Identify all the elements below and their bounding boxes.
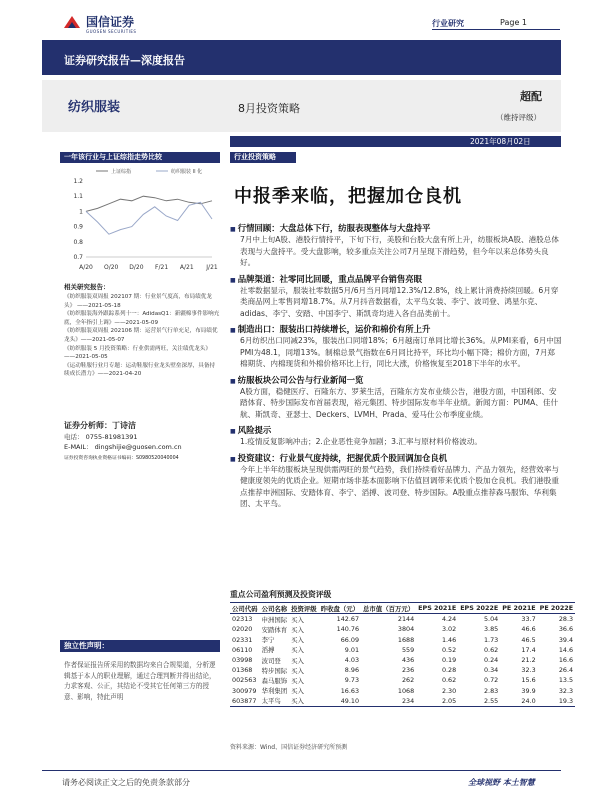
table-cell: 2.55: [483, 696, 499, 705]
table-cell: 17.4: [521, 645, 536, 654]
series-line: [86, 202, 212, 234]
table-cell: 2.30: [441, 686, 457, 695]
table-cell: 39.4: [558, 635, 574, 644]
related-report-item[interactable]: 《纺织服装海外跟踪系列十一：AdidasQ1：新疆棉事件影响充底，全年指引上调》——2021-05-09: [64, 311, 220, 326]
table-cell: 32.3: [558, 686, 574, 695]
table-cell: 0.19: [441, 656, 457, 665]
x-tick-label: F/21: [155, 264, 169, 271]
table-cell: 2.05: [441, 696, 457, 705]
related-report-item[interactable]: 《运动鞋服行业月专题：运动鞋服行业龙头壁垒深厚，具备持续成长潜力》——2021-04-20: [64, 362, 216, 378]
section-heading-text: 品牌渠道：社零同比回暖，重点品牌平台销售亮眼: [237, 273, 423, 284]
table-cell: 5.04: [483, 615, 499, 624]
x-tick-label: J/21: [206, 264, 218, 271]
banner-title: 证券研究报告—深度报告: [64, 54, 185, 67]
table-header-pe21: PE 2021E: [502, 604, 536, 613]
main-sections: [230, 222, 562, 514]
section-block: [230, 323, 562, 370]
table-cell: 安踏体育: [261, 625, 288, 634]
rating: 超配: [520, 90, 542, 103]
table-row: [230, 686, 575, 696]
footer-divider: [42, 770, 561, 771]
x-tick-label: D/20: [129, 264, 144, 271]
table-cell: 0.72: [483, 676, 499, 685]
y-tick-label: 0.8: [73, 238, 83, 246]
section-heading-text: 行情回顾：大盘总体下行，纺服表现整体与大盘持平: [237, 223, 431, 233]
rating-note: （维持评级）: [496, 113, 541, 122]
table-cell: 02313: [232, 615, 253, 624]
y-tick-label: 1.1: [73, 193, 83, 201]
table-cell: 142.67: [336, 615, 360, 624]
report-date: 2021年08月02日: [470, 137, 531, 146]
table-cell: 买入: [291, 615, 304, 624]
section-heading: [230, 222, 562, 234]
x-tick-label: O/20: [104, 264, 119, 271]
table-cell: 8.96: [344, 666, 360, 675]
table-cell: 9.01: [344, 645, 360, 654]
table-cell: 14.6: [558, 645, 574, 654]
analyst-email[interactable]: E-MAIL： dingshijie@guosen.com.cn: [64, 443, 182, 451]
table-header-row: [230, 603, 575, 614]
table-cell: 46.6: [521, 625, 536, 634]
table-cell: 1688: [397, 635, 415, 644]
table-cell: 0.28: [441, 666, 457, 675]
table-cell: 买入: [291, 697, 304, 706]
company-name: 国信证券: [86, 15, 135, 29]
table-cell: 买入: [291, 676, 304, 685]
table-cell: 申洲国际: [261, 615, 288, 624]
table-cell: 买入: [291, 666, 304, 675]
section-heading-text: 投资建议：行业景气度持续，把握优质个股回调加仓良机: [237, 452, 448, 463]
section-block: [230, 222, 562, 269]
table-row: [230, 696, 575, 707]
section-heading: [230, 323, 562, 335]
table-header-pe22: PE 2022E: [539, 604, 574, 613]
legend-label: 上证综指: [111, 169, 132, 175]
section-body: 1.疫情反复影响冲击；2.企业恶性竞争加剧；3.汇率与原材料价格波动。: [240, 437, 482, 446]
table-cell: 603877: [232, 696, 257, 705]
footer-slogan: 全球视野 本土智慧: [468, 778, 535, 787]
table-header-eps21: EPS 2021E: [418, 604, 457, 613]
table-cell: 0.24: [483, 656, 499, 665]
table-cell: 13.5: [558, 676, 574, 685]
company-name-en: GUOSEN SECURITIES: [86, 29, 137, 34]
table-cell: 买入: [291, 656, 304, 665]
trend-chart: [60, 165, 220, 275]
table-cell: 06110: [232, 645, 253, 654]
section-body: 社零数据显示，服装社零数据5月/6月当月同增12.3%/12.8%，线上累计消费持续回暖。6月穿类商品网上零售同增18.7%。从7月抖音数据看，太平鸟女装、李宁、波司登、鸿星尔克、adidas、李宁、安踏、中国李宁、斯凯奇均进入各自品类前十。: [240, 285, 559, 318]
table-header-name: 公司名称: [261, 604, 288, 613]
table-row: [230, 635, 575, 645]
analyst-line: [64, 420, 136, 431]
x-tick-label: A/21: [179, 264, 194, 271]
table-cell: 24.0: [521, 696, 536, 705]
main-title: 中报季来临，把握加仓良机: [234, 186, 462, 207]
bullet-icon: ■: [230, 377, 238, 385]
table-cell: 4.24: [441, 615, 457, 624]
table-cell: 1.73: [483, 635, 499, 644]
section-body: A股方面，稳健医疗、百隆东方、罗莱生活，百隆东方发布业绩公告，港股方面，中国利郎、安踏体育、特步国际发布首届表现，裕元集团、特步国际发布半年业绩。新闻方面：PUMA、佳什航、斯凯奇、亚瑟士、Deckers、LVMH、Prada、爱马仕公布季度业绩。: [240, 386, 559, 419]
table-cell: 02331: [232, 635, 253, 644]
table-cell: 3804: [397, 625, 415, 634]
section-block: [230, 424, 562, 448]
sector-name: 纺织服装: [68, 100, 121, 115]
related-report-item[interactable]: 《纺织服装双周报 202106 期：运营景气行单充足，布局绩优龙头》——2021-05-07: [64, 328, 218, 343]
table-cell: 002563: [232, 676, 257, 685]
table-cell: 2.83: [483, 686, 499, 695]
main-tag: 行业投资策略: [234, 153, 276, 161]
table-cell: 华利集团: [261, 687, 288, 696]
table-cell: 特步国际: [261, 666, 288, 675]
y-tick-label: 0.7: [73, 254, 83, 261]
table-row: [230, 675, 575, 685]
table-row: [230, 624, 575, 634]
section-body: 6月纺织出口同减23%，服装出口同增18%；6月越南订单同比增长36%。从PMI来看，6月中国PMI为48.1，同增13%。制棉总景气指数在6月同比持平，环比均小幅下降；棉价方面，7月郑棉期货、内棉现货和外棉价格环比上行，同比大涨，价格恢复至2018下半年的水平。: [240, 336, 562, 368]
table-cell: 02020: [232, 625, 253, 634]
table-cell: 16.63: [340, 686, 360, 695]
table-cell: 03998: [232, 656, 253, 665]
logo: [62, 12, 162, 38]
bullet-icon: ■: [230, 455, 238, 463]
table-cell: 李宁: [261, 636, 275, 645]
table-cell: 01368: [232, 666, 253, 675]
section-block: [230, 452, 562, 510]
table-cell: 49.10: [340, 696, 360, 705]
table-header-close: 昨收盘（元）: [320, 604, 360, 613]
table-header-mktcap: 总市值（百万元）: [363, 604, 415, 613]
forecast-table: [230, 602, 575, 707]
table-cell: 买入: [291, 636, 304, 645]
table-cell: 559: [401, 645, 415, 654]
related-heading: 相关研究报告：: [64, 283, 110, 291]
table-cell: 262: [401, 676, 415, 685]
table-cell: 300979: [232, 686, 257, 695]
table-cell: 15.6: [521, 676, 536, 685]
analyst-phone: 电话： 0755-81981391: [64, 433, 138, 441]
section-heading: [230, 452, 562, 464]
table-cell: 1068: [397, 686, 415, 695]
y-tick-label: 1.2: [73, 178, 83, 185]
table-cell: 234: [401, 696, 415, 705]
table-cell: 森马服饰: [261, 676, 288, 685]
table-cell: 买入: [291, 687, 304, 696]
section-heading: [230, 424, 562, 436]
table-row: [230, 645, 575, 655]
table-row: [230, 655, 575, 665]
disclaimer-heading: 独立性声明：: [64, 641, 109, 650]
table-cell: 0.34: [483, 666, 499, 675]
report-banner: [42, 40, 561, 75]
bullet-icon: ■: [230, 226, 238, 233]
disclaimer-text: 作者保证报告所采用的数据均来自合规渠道，分析逻辑基于本人的职业理解，通过合理判断并得出结论，力求客观、公正，其结论不受其它任何第三方的授意、影响，特此声明: [64, 661, 216, 701]
table-header-eps22: EPS 2022E: [460, 604, 499, 613]
table-cell: 波司登: [261, 656, 281, 665]
table-cell: 32.3: [521, 666, 536, 675]
y-tick-label: 1: [79, 208, 83, 216]
report-title: 8月投资策略: [238, 102, 300, 115]
table-cell: 4.03: [344, 656, 360, 665]
footer-disclaimer: 请务必阅读正文之后的免责条款部分: [62, 778, 190, 787]
section-heading-text: 制造出口：服装出口持续增长，运价和棉价有所上升: [237, 324, 431, 334]
related-report-item[interactable]: 《纺织服装双周报 202107 期：行业景气度高，布局绩优龙头》 ——2021-05-18: [64, 294, 212, 309]
table-cell: 0.52: [441, 645, 457, 654]
related-report-item[interactable]: 《纺织服装 5 月投资策略：行业供需两旺，关注绩优龙头》——2021-05-05: [64, 345, 211, 361]
page-label: Page 1: [500, 18, 527, 27]
table-cell: 3.02: [441, 625, 457, 634]
table-cell: 28.3: [558, 615, 574, 624]
x-tick-label: A/20: [79, 264, 93, 271]
section-heading-text: 纺服板块公司公告与行业新闻一览: [237, 374, 364, 385]
legend-label: 纺织服装 II 化: [171, 169, 203, 175]
table-row: [230, 614, 575, 625]
table-cell: 436: [401, 656, 415, 665]
table-cell: 9.73: [344, 676, 360, 685]
table-cell: 33.7: [521, 615, 536, 624]
table-cell: 买入: [291, 646, 304, 655]
header-divider: [432, 29, 560, 30]
section-block: [230, 374, 562, 421]
table-source: 资料来源：Wind、国信证券经济研究所预测: [230, 744, 348, 751]
bullet-icon: ■: [230, 276, 238, 284]
section-heading: [230, 273, 562, 285]
section-block: [230, 273, 562, 320]
section-body: 7月中上旬A股、港股行情持平，下旬下行，美股和台股大盘有所上升，纺服板块A股、港股总体表现与大盘持平。受大盘影响，较多重点关注公司7月呈现下滑趋势，但今年以来总体势头良好。: [240, 235, 559, 267]
table-cell: 买入: [291, 625, 304, 634]
section-heading: [230, 374, 562, 386]
table-cell: 26.4: [558, 666, 574, 675]
table-cell: 0.62: [483, 645, 499, 654]
related-reports: [64, 293, 220, 379]
table-cell: 66.09: [340, 635, 360, 644]
bullet-icon: ■: [230, 327, 238, 334]
table-header-code: 公司代码: [232, 604, 258, 613]
section-heading-text: 风险提示: [237, 425, 272, 435]
logo-icon: [62, 14, 82, 30]
table-cell: 140.76: [336, 625, 360, 634]
table-cell: 3.85: [483, 625, 499, 634]
section-body: 今年上半年纺服板块呈现供需两旺的景气趋势，我们持续看好品牌力、产品力领先，经营效率与健康度领先的优质企业。短期市场非基本面影响下估值回调带来优质个股加仓良机。我们港股重点推荐申洲国际、安踏体育、李宁、滔搏、波司登、特步国际。A股重点推荐森马服饰、华利集团、太平鸟。: [240, 464, 559, 508]
table-header-rating: 投资评级: [291, 604, 317, 613]
table-cell: 太平鸟: [261, 697, 281, 706]
table-cell: 1.46: [441, 635, 457, 644]
table-cell: 19.3: [558, 696, 574, 705]
table-cell: 236: [401, 666, 415, 675]
table-row: [230, 665, 575, 675]
bullet-icon: ■: [230, 428, 238, 435]
table-cell: 36.6: [558, 625, 574, 634]
table-cell: 39.9: [521, 686, 536, 695]
y-tick-label: 0.9: [73, 223, 83, 231]
chart-heading: 一年该行业与上证综指走势比较: [64, 153, 162, 161]
table-cell: 21.2: [521, 656, 536, 665]
analyst-label: 证券分析师：: [64, 421, 112, 430]
license-number: 证券投资咨询执业资格证书编码：S0980520040004: [64, 456, 179, 461]
table-cell: 0.62: [441, 676, 457, 685]
table-cell: 16.6: [558, 656, 574, 665]
table-cell: 2144: [397, 615, 415, 624]
table-cell: 46.5: [521, 635, 536, 644]
analyst-name: 丁诗洁: [112, 421, 136, 430]
section-tag: 行业研究: [432, 19, 464, 28]
table-cell: 滔搏: [261, 646, 275, 655]
table-title: 重点公司盈利预测及投资评级: [230, 590, 332, 599]
